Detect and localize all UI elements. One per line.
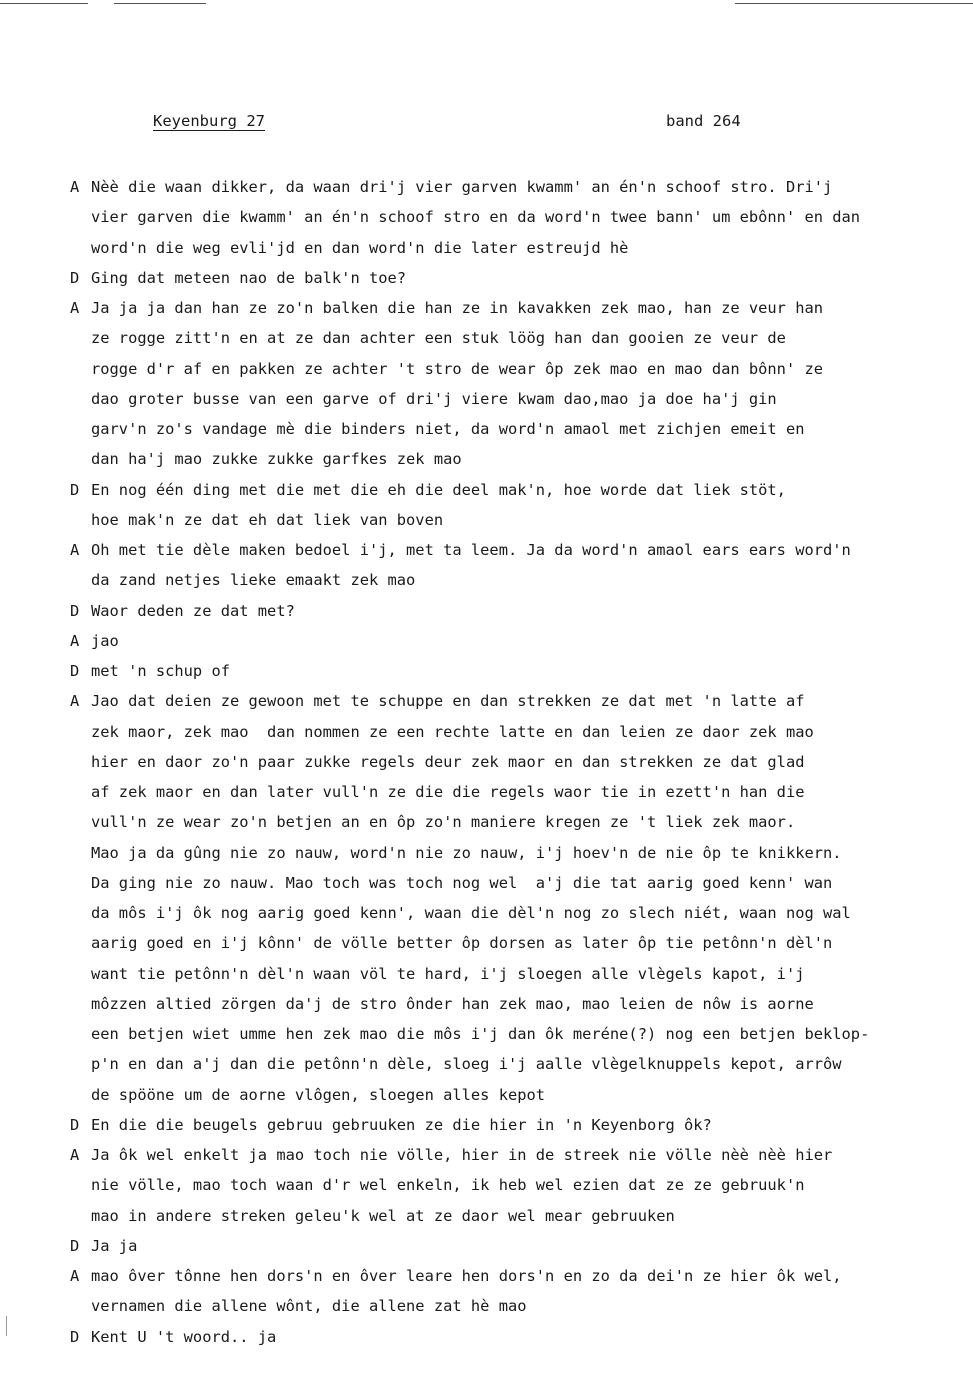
transcript-line: vier garven die kwamm' an én'n schoof stro en da word'n twee bann' um ebônn' en dan: [91, 208, 861, 227]
transcript-line: môzzen altied zörgen da'j de stro ônder han zek mao, mao leien de nôw is aorne: [91, 994, 814, 1013]
dialogue-turn: [70, 686, 950, 1110]
band-number: band 264: [666, 112, 741, 130]
transcript-line: En die die beugels gebruu gebruuken ze die hier in 'n Keyenborg ôk?: [91, 1115, 712, 1134]
speaker-label: A: [70, 631, 80, 650]
dialogue-turn: [70, 475, 950, 536]
transcript-line: Ja ja: [91, 1236, 138, 1255]
dialogue-turn: [70, 1231, 950, 1261]
transcript-line: jao: [91, 631, 119, 650]
transcript-line: hoe mak'n ze dat eh dat liek van boven: [91, 510, 444, 529]
speaker-label: A: [70, 178, 80, 196]
transcript-line: da zand netjes lieke emaakt zek mao: [91, 571, 416, 590]
speaker-label: A: [70, 299, 80, 317]
transcript-line: hier en daor zo'n paar zukke regels deur zek maor en dan strekken ze dat glad: [91, 752, 805, 771]
speaker-label: D: [70, 601, 80, 620]
transcript-line: vernamen die allene wônt, die allene zat hè mao: [91, 1297, 527, 1316]
transcript-line: p'n en dan a'j dan die petônn'n dèle, sloeg i'j aalle vlègelknuppels kepot, arrôw: [91, 1055, 842, 1074]
transcript-line: En nog één ding met die met die eh die deel mak'n, hoe worde dat liek stöt,: [91, 480, 786, 499]
transcript-line: dan ha'j mao zukke zukke garfkes zek mao: [91, 450, 462, 469]
speaker-label: D: [70, 1115, 80, 1134]
dialogue-turn: [70, 1110, 950, 1140]
transcript-line: af zek maor en dan later vull'n ze die die regels waor tie in ezett'n han die: [91, 783, 805, 801]
top-rule-left: [0, 3, 88, 4]
transcript-line: Ja ôk wel enkelt ja mao toch nie völle, hier in de streek nie völle nèè nèè hier: [91, 1146, 833, 1164]
dialogue-turn: [70, 535, 950, 596]
top-rule-middle: [114, 3, 206, 4]
transcript-line: de spööne um de aorne vlôgen, sloegen alles kepot: [91, 1085, 546, 1104]
transcript-line: Kent U 't woord.. ja: [91, 1327, 277, 1346]
transcript-line: Mao ja da gûng nie zo nauw, word'n nie zo nauw, i'j hoev'n de nie ôp te knikkern.: [91, 843, 842, 862]
transcript-line: word'n die weg evli'jd en dan word'n die later estreujd hè: [91, 238, 629, 257]
transcript-line: mao in andere streken geleu'k wel at ze daor wel mear gebruuken: [91, 1206, 675, 1225]
speaker-label: A: [70, 1267, 80, 1285]
speaker-label: D: [70, 1236, 80, 1255]
transcript-line: dao groter busse van een garve of dri'j viere kwam dao,mao ja doe ha'j gin: [91, 389, 777, 408]
speaker-label: D: [70, 1327, 80, 1346]
transcript: [70, 172, 950, 1352]
dialogue-turn: [70, 626, 950, 656]
page-header: [153, 112, 773, 136]
speaker-label: A: [70, 692, 80, 711]
speaker-label: A: [70, 1146, 80, 1164]
transcript-line: Jao dat deien ze gewoon met te schuppe en dan strekken ze dat met 'n latte af: [91, 692, 805, 711]
dialogue-turn: [70, 263, 950, 293]
dialogue-turn: [70, 596, 950, 626]
dialogue-turn: [70, 1140, 950, 1231]
dialogue-turn: [70, 1322, 950, 1352]
dialogue-turn: [70, 172, 950, 263]
margin-mark: [6, 1316, 7, 1336]
transcript-line: een betjen wiet umme hen zek mao die môs i'j dan ôk meréne(?) nog een betjen beklop-: [91, 1025, 870, 1043]
transcript-line: Nèè die waan dikker, da waan dri'j vier garven kwamm' an én'n schoof stro. Dri'j: [91, 178, 833, 196]
place-heading: Keyenburg 27: [153, 112, 265, 130]
dialogue-turn: [70, 293, 950, 475]
transcript-line: da môs i'j ôk nog aarig goed kenn', waan die dèl'n nog zo slech niét, waan nog wal: [91, 904, 851, 922]
transcript-line: ze rogge zitt'n en at ze dan achter een stuk löög han dan gooien ze veur de: [91, 329, 786, 348]
dialogue-turn: [70, 656, 950, 686]
transcript-line: want tie petônn'n dèl'n waan völ te hard, i'j sloegen alle vlègels kapot, i'j: [91, 964, 805, 983]
transcript-line: vull'n ze wear zo'n betjen an en ôp zo'n maniere kregen ze 't liek zek maor.: [91, 813, 796, 832]
transcript-line: Waor deden ze dat met?: [91, 601, 295, 620]
speaker-label: A: [70, 541, 80, 559]
top-rule-right: [735, 3, 973, 4]
transcript-line: zek maor, zek mao dan nommen ze een rechte latte en dan leien ze daor zek mao: [91, 722, 814, 741]
transcript-line: Ging dat meteen nao de balk'n toe?: [91, 268, 407, 287]
transcript-line: met 'n schup of: [91, 662, 230, 680]
transcript-line: Da ging nie zo nauw. Mao toch was toch nog wel a'j die tat aarig goed kenn' wan: [91, 873, 833, 892]
transcript-line: garv'n zo's vandage mè die binders niet, da word'n amaol met zichjen emeit en: [91, 420, 805, 438]
transcript-line: Ja ja ja dan han ze zo'n balken die han ze in kavakken zek mao, han ze veur han: [91, 299, 824, 317]
transcript-line: mao ôver tônne hen dors'n en ôver leare hen dors'n en zo da dei'n ze hier ôk wel,: [91, 1267, 842, 1285]
speaker-label: D: [70, 268, 80, 287]
transcript-line: rogge d'r af en pakken ze achter 't stro de wear ôp zek mao en mao dan bônn' ze: [91, 359, 824, 378]
dialogue-turn: [70, 1261, 950, 1322]
transcript-line: aarig goed en i'j kônn' de völle better ôp dorsen as later ôp tie petônn'n dèl'n: [91, 934, 833, 953]
transcript-line: nie völle, mao toch waan d'r wel enkeln, ik heb wel ezien dat ze ze gebruuk'n: [91, 1176, 805, 1195]
transcript-line: Oh met tie dèle maken bedoel i'j, met ta leem. Ja da word'n amaol ears ears word'n: [91, 541, 851, 559]
speaker-label: D: [70, 480, 80, 499]
speaker-label: D: [70, 662, 80, 680]
